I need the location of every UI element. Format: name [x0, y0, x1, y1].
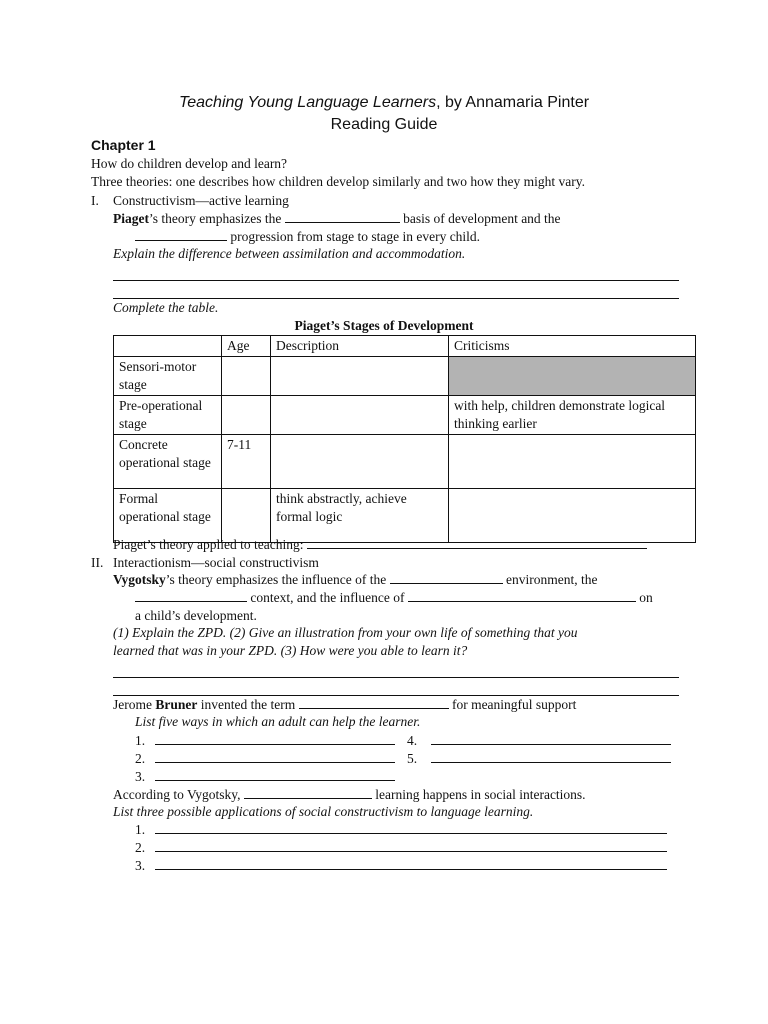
answer-line[interactable] — [113, 695, 679, 696]
answer-blank[interactable] — [431, 733, 671, 745]
vygotsky-sentence-end: a child’s development. — [135, 608, 257, 623]
list-item: 1. — [135, 822, 667, 838]
piaget-sentence: Piaget’s theory emphasizes the basis of development and the — [113, 211, 561, 226]
answer-blank[interactable] — [155, 769, 395, 781]
age-cell: 7-11 — [222, 435, 271, 489]
table-row — [114, 435, 696, 489]
book-title: Teaching Young Language Learners — [178, 94, 437, 111]
age-cell[interactable] — [222, 396, 271, 435]
piaget-stages-table — [113, 335, 696, 543]
age-cell[interactable] — [222, 357, 271, 396]
age-cell[interactable] — [222, 489, 271, 543]
list-three-prompt: List three possible applications of social constructivism to language learning. — [113, 804, 534, 819]
piaget-blank-2[interactable] — [135, 229, 227, 241]
criticisms-cell[interactable] — [449, 489, 696, 543]
vygotsky-blank-1[interactable] — [390, 572, 503, 584]
explain-prompt: Explain the difference between assimilation and accommodation. — [113, 246, 466, 261]
vygotsky-name: Vygotsky — [113, 572, 166, 587]
table-row — [114, 489, 696, 543]
stage-cell: Pre-operational stage — [114, 396, 222, 435]
stage-cell: Formal operational stage — [114, 489, 222, 543]
list-item: 3. — [135, 858, 667, 874]
intro-theories: Three theories: one describes how children develop similarly and two how they might vary. — [91, 174, 585, 189]
vygotsky-sentence: Vygotsky’s theory emphasizes the influence of the environment, the — [113, 572, 598, 587]
vygotsky-blank-2[interactable] — [135, 590, 247, 602]
zpd-prompt-line-1: (1) Explain the ZPD. (2) Give an illustration from your own life of something that you — [113, 625, 578, 640]
table-header-row — [114, 336, 696, 357]
criticisms-cell[interactable] — [449, 435, 696, 489]
vygotsky-learning-sentence: According to Vygotsky, learning happens in social interactions. — [113, 787, 586, 802]
applied-blank[interactable] — [307, 537, 647, 549]
document-title — [0, 94, 768, 112]
piaget-sentence-cont: progression from stage to stage in every child. — [135, 229, 480, 245]
answer-line[interactable] — [113, 298, 679, 299]
section-2-numeral: II. — [91, 555, 104, 570]
answer-line[interactable] — [113, 677, 679, 678]
piaget-blank-1[interactable] — [285, 211, 400, 223]
list-item: 5. — [407, 751, 671, 767]
table-header-cell: Description — [271, 336, 449, 357]
zpd-prompt-line-2: learned that was in your ZPD. (3) How were you able to learn it? — [113, 643, 468, 658]
list-item: 1. — [135, 733, 395, 749]
answer-line[interactable] — [113, 280, 679, 281]
table-row — [114, 357, 696, 396]
document-subtitle: Reading Guide — [330, 116, 438, 133]
list-item: 2. — [135, 751, 395, 767]
list-item: 2. — [135, 840, 667, 856]
criticisms-cell-shaded — [449, 357, 696, 396]
list-five-prompt: List five ways in which an adult can help the learner. — [135, 714, 421, 729]
description-cell: think abstractly, achieve formal logic — [271, 489, 449, 543]
piaget-applied: Piaget’s theory applied to teaching: — [113, 537, 647, 553]
intro-question: How do children develop and learn? — [91, 156, 288, 171]
bruner-blank[interactable] — [299, 697, 449, 709]
stage-cell: Sensori-motor stage — [114, 357, 222, 396]
criticisms-cell: with help, children demonstrate logical thinking earlier — [449, 396, 696, 435]
vygotsky-learning-blank[interactable] — [244, 787, 372, 799]
table-row — [114, 396, 696, 435]
answer-blank[interactable] — [155, 858, 667, 870]
chapter-heading: Chapter 1 — [91, 137, 156, 153]
section-2-heading: Interactionism—social constructivism — [113, 555, 319, 570]
section-1-numeral: I. — [91, 193, 99, 208]
answer-blank[interactable] — [155, 822, 667, 834]
answer-blank[interactable] — [431, 751, 671, 763]
bruner-name: Bruner — [155, 697, 198, 712]
list-item: 3. — [135, 769, 395, 785]
bruner-sentence: Jerome Bruner invented the term for meaningful support — [113, 697, 577, 712]
vygotsky-blank-3[interactable] — [408, 590, 636, 602]
table-header-cell — [114, 336, 222, 357]
answer-blank[interactable] — [155, 840, 667, 852]
section-1-heading: Constructivism—active learning — [113, 193, 289, 208]
complete-table-prompt: Complete the table. — [113, 300, 219, 315]
piaget-name: Piaget — [113, 211, 149, 226]
list-item: 4. — [407, 733, 671, 749]
table-caption: Piaget’s Stages of Development — [294, 318, 474, 333]
stage-cell: Concrete operational stage — [114, 435, 222, 489]
answer-blank[interactable] — [155, 733, 395, 745]
table-header-cell: Age — [222, 336, 271, 357]
vygotsky-sentence-cont: context, and the influence of on — [135, 590, 653, 606]
book-author: , by Annamaria Pinter — [436, 94, 590, 111]
answer-blank[interactable] — [155, 751, 395, 763]
description-cell[interactable] — [271, 357, 449, 396]
table-header-cell: Criticisms — [449, 336, 696, 357]
description-cell[interactable] — [271, 396, 449, 435]
description-cell[interactable] — [271, 435, 449, 489]
